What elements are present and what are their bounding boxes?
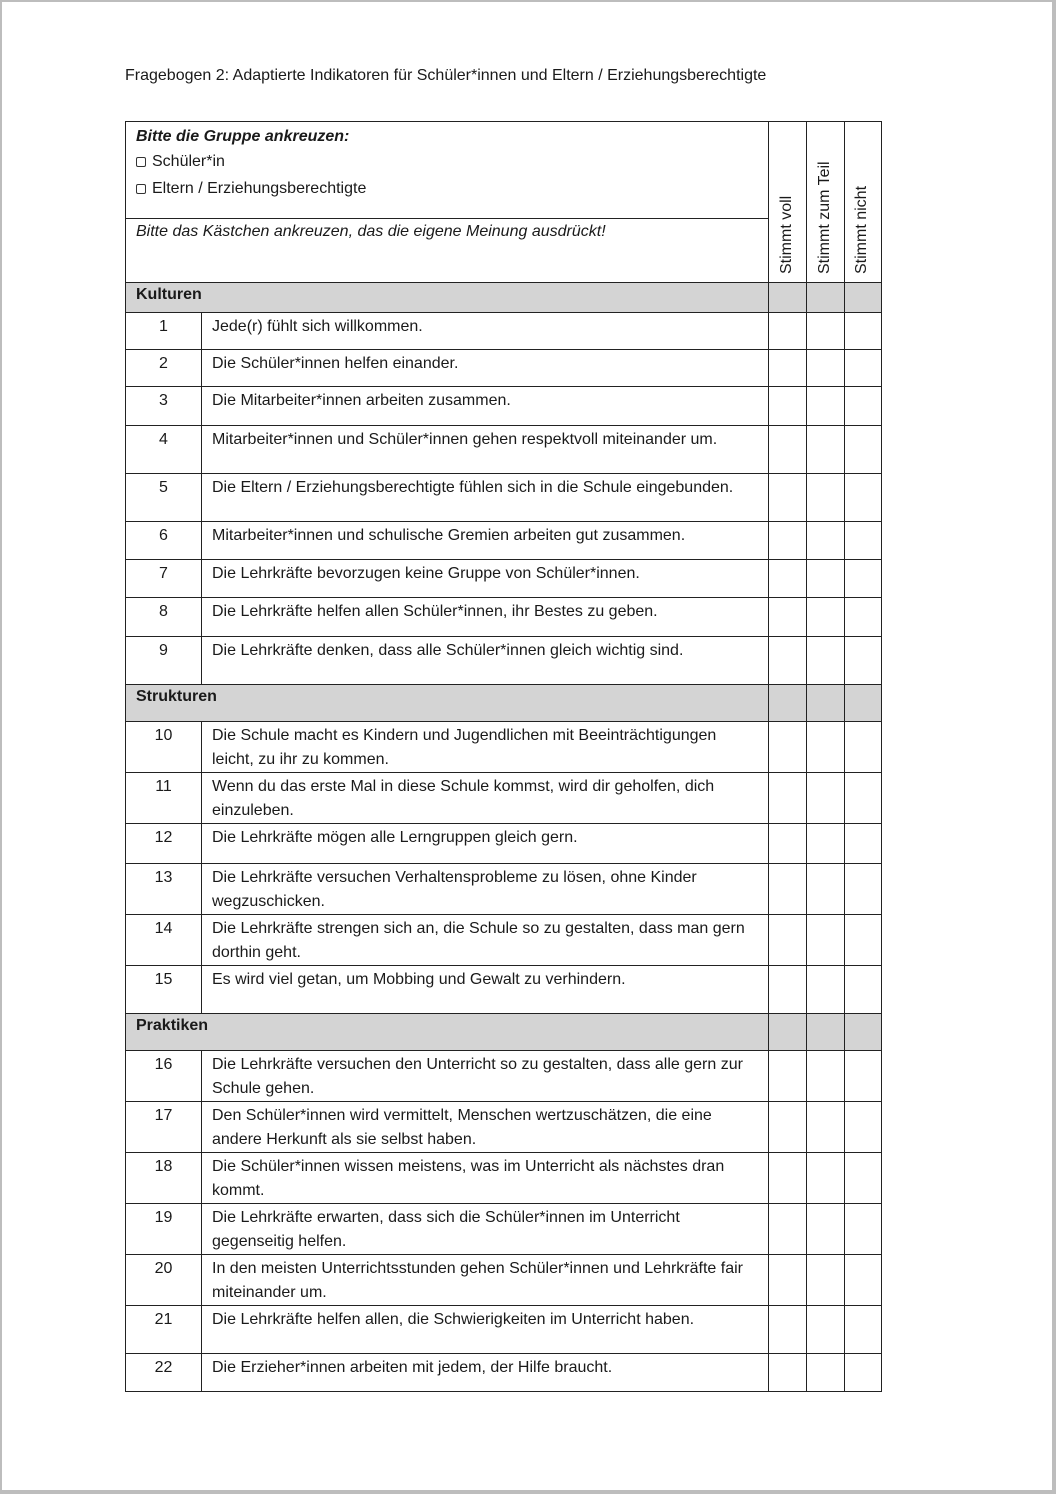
section-blank-cell (769, 685, 807, 722)
item-statement: Die Erzieher*innen arbeiten mit jedem, der Hilfe braucht. (202, 1354, 769, 1392)
table-row (126, 1153, 882, 1204)
answer-stimmt-zum-teil[interactable] (807, 426, 845, 474)
item-statement: Die Schüler*innen wissen meistens, was im Unterricht als nächstes dran kommt. (202, 1153, 769, 1204)
item-statement: Die Lehrkräfte versuchen den Unterricht so zu gestalten, dass alle gern zur Schule gehen. (202, 1051, 769, 1102)
answer-stimmt-nicht[interactable] (845, 824, 882, 864)
answer-stimmt-voll[interactable] (769, 824, 807, 864)
answer-stimmt-nicht[interactable] (845, 722, 882, 773)
item-number: 16 (126, 1051, 202, 1102)
answer-stimmt-voll[interactable] (769, 1051, 807, 1102)
answer-stimmt-nicht[interactable] (845, 915, 882, 966)
answer-stimmt-zum-teil[interactable] (807, 598, 845, 637)
questionnaire-table (125, 121, 882, 1392)
section-blank-cell (807, 283, 845, 313)
answer-stimmt-nicht[interactable] (845, 474, 882, 522)
item-statement: Mitarbeiter*innen und schulische Gremien arbeiten gut zusammen. (202, 522, 769, 560)
item-statement: Die Lehrkräfte helfen allen, die Schwierigkeiten im Unterricht haben. (202, 1306, 769, 1354)
table-row (126, 1051, 882, 1102)
answer-stimmt-zum-teil[interactable] (807, 773, 845, 824)
answer-stimmt-zum-teil[interactable] (807, 1102, 845, 1153)
section-heading: Praktiken (126, 1014, 769, 1051)
answer-stimmt-voll[interactable] (769, 637, 807, 685)
item-number: 18 (126, 1153, 202, 1204)
answer-stimmt-voll[interactable] (769, 864, 807, 915)
item-statement: Die Lehrkräfte erwarten, dass sich die Schüler*innen im Unterricht gegenseitig helfen. (202, 1204, 769, 1255)
table-row (126, 350, 882, 387)
answer-stimmt-voll[interactable] (769, 722, 807, 773)
answer-stimmt-voll[interactable] (769, 1255, 807, 1306)
answer-stimmt-voll[interactable] (769, 1354, 807, 1392)
item-number: 17 (126, 1102, 202, 1153)
answer-stimmt-zum-teil[interactable] (807, 1255, 845, 1306)
column-header-label: Stimmt zum Teil (815, 161, 833, 274)
header-cell (126, 122, 769, 283)
item-statement: Mitarbeiter*innen und Schüler*innen gehen respektvoll miteinander um. (202, 426, 769, 474)
answer-stimmt-zum-teil[interactable] (807, 1204, 845, 1255)
answer-stimmt-zum-teil[interactable] (807, 966, 845, 1014)
section-blank-cell (845, 283, 882, 313)
table-row (126, 387, 882, 426)
answer-stimmt-nicht[interactable] (845, 1102, 882, 1153)
answer-stimmt-nicht[interactable] (845, 350, 882, 387)
item-number: 22 (126, 1354, 202, 1392)
answer-stimmt-nicht[interactable] (845, 864, 882, 915)
section-blank-cell (807, 1014, 845, 1051)
table-row (126, 966, 882, 1014)
document-page (2, 2, 1052, 1490)
item-number: 21 (126, 1306, 202, 1354)
item-statement: Jede(r) fühlt sich willkommen. (202, 313, 769, 350)
section-heading: Strukturen (126, 685, 769, 722)
item-statement: Die Lehrkräfte versuchen Verhaltensprobleme zu lösen, ohne Kinder wegzuschicken. (202, 864, 769, 915)
group-option-label: Eltern / Erziehungsberechtigte (152, 180, 367, 197)
table-row (126, 1255, 882, 1306)
answer-stimmt-zum-teil[interactable] (807, 824, 845, 864)
table-row (126, 864, 882, 915)
item-statement: Die Lehrkräfte denken, dass alle Schüler*innen gleich wichtig sind. (202, 637, 769, 685)
answer-stimmt-voll[interactable] (769, 387, 807, 426)
group-option-student[interactable] (136, 148, 758, 175)
answer-stimmt-zum-teil[interactable] (807, 387, 845, 426)
answer-stimmt-zum-teil[interactable] (807, 722, 845, 773)
item-number: 11 (126, 773, 202, 824)
checkbox-icon[interactable] (136, 184, 146, 194)
table-row (126, 560, 882, 598)
item-statement: Den Schüler*innen wird vermittelt, Menschen wertzuschätzen, die eine andere Herkunft als sie selbst haben. (202, 1102, 769, 1153)
group-option-parents[interactable] (136, 175, 758, 202)
item-statement: Die Lehrkräfte strengen sich an, die Schule so zu gestalten, dass man gern dorthin geht. (202, 915, 769, 966)
column-header-stimmt-nicht (845, 122, 882, 283)
table-row (126, 313, 882, 350)
section-blank-cell (769, 1014, 807, 1051)
answer-stimmt-voll[interactable] (769, 773, 807, 824)
answer-stimmt-zum-teil[interactable] (807, 1051, 845, 1102)
instruction-text: Bitte das Kästchen ankreuzen, das die eigene Meinung ausdrückt! (136, 223, 606, 240)
item-number: 4 (126, 426, 202, 474)
answer-stimmt-voll[interactable] (769, 313, 807, 350)
item-statement: Wenn du das erste Mal in diese Schule kommst, wird dir geholfen, dich einzuleben. (202, 773, 769, 824)
table-row (126, 773, 882, 824)
answer-stimmt-nicht[interactable] (845, 313, 882, 350)
answer-stimmt-nicht[interactable] (845, 387, 882, 426)
answer-stimmt-voll[interactable] (769, 1204, 807, 1255)
item-number: 20 (126, 1255, 202, 1306)
section-blank-cell (769, 283, 807, 313)
item-statement: Die Mitarbeiter*innen arbeiten zusammen. (202, 387, 769, 426)
answer-stimmt-nicht[interactable] (845, 773, 882, 824)
item-statement: Die Schüler*innen helfen einander. (202, 350, 769, 387)
column-header-stimmt-voll (769, 122, 807, 283)
item-statement: Die Lehrkräfte helfen allen Schüler*innen, ihr Bestes zu geben. (202, 598, 769, 637)
table-row (126, 915, 882, 966)
column-header-stimmt-zum-teil (807, 122, 845, 283)
answer-stimmt-voll[interactable] (769, 474, 807, 522)
answer-stimmt-voll[interactable] (769, 1306, 807, 1354)
document-title: Fragebogen 2: Adaptierte Indikatoren für Schüler*innen und Eltern / Erziehungsberechtigte (125, 67, 767, 84)
item-number: 14 (126, 915, 202, 966)
item-number: 10 (126, 722, 202, 773)
item-number: 6 (126, 522, 202, 560)
column-header-label: Stimmt voll (777, 195, 795, 274)
table-row (126, 1102, 882, 1153)
item-number: 12 (126, 824, 202, 864)
column-header-label: Stimmt nicht (853, 185, 871, 274)
group-option-label: Schüler*in (152, 153, 225, 170)
item-number: 9 (126, 637, 202, 685)
section-row (126, 1014, 882, 1051)
table-row (126, 1354, 882, 1392)
answer-stimmt-nicht[interactable] (845, 598, 882, 637)
answer-stimmt-nicht[interactable] (845, 522, 882, 560)
answer-stimmt-zum-teil[interactable] (807, 313, 845, 350)
item-number: 2 (126, 350, 202, 387)
table-row (126, 426, 882, 474)
answer-stimmt-voll[interactable] (769, 915, 807, 966)
answer-stimmt-nicht[interactable] (845, 1204, 882, 1255)
answer-stimmt-nicht[interactable] (845, 637, 882, 685)
table-row (126, 1306, 882, 1354)
item-statement: Die Schule macht es Kindern und Jugendlichen mit Beeinträchtigungen leicht, zu ihr zu kommen. (202, 722, 769, 773)
item-statement: In den meisten Unterrichtsstunden gehen Schüler*innen und Lehrkräfte fair miteinander um. (202, 1255, 769, 1306)
item-statement: Die Lehrkräfte bevorzugen keine Gruppe von Schüler*innen. (202, 560, 769, 598)
table-row (126, 637, 882, 685)
answer-stimmt-zum-teil[interactable] (807, 637, 845, 685)
section-row (126, 283, 882, 313)
item-statement: Die Eltern / Erziehungsberechtigte fühlen sich in die Schule eingebunden. (202, 474, 769, 522)
answer-stimmt-nicht[interactable] (845, 1153, 882, 1204)
table-row (126, 598, 882, 637)
item-number: 1 (126, 313, 202, 350)
item-number: 13 (126, 864, 202, 915)
answer-stimmt-voll[interactable] (769, 1102, 807, 1153)
section-blank-cell (807, 685, 845, 722)
answer-stimmt-voll[interactable] (769, 426, 807, 474)
answer-stimmt-voll[interactable] (769, 350, 807, 387)
group-prompt: Bitte die Gruppe ankreuzen: (136, 128, 350, 145)
answer-stimmt-voll[interactable] (769, 598, 807, 637)
section-blank-cell (845, 685, 882, 722)
item-statement: Die Lehrkräfte mögen alle Lerngruppen gleich gern. (202, 824, 769, 864)
checkbox-icon[interactable] (136, 157, 146, 167)
answer-stimmt-zum-teil[interactable] (807, 1306, 845, 1354)
section-blank-cell (845, 1014, 882, 1051)
answer-stimmt-voll[interactable] (769, 560, 807, 598)
item-number: 7 (126, 560, 202, 598)
answer-stimmt-zum-teil[interactable] (807, 1354, 845, 1392)
table-row (126, 824, 882, 864)
item-number: 19 (126, 1204, 202, 1255)
answer-stimmt-nicht[interactable] (845, 1354, 882, 1392)
item-number: 3 (126, 387, 202, 426)
answer-stimmt-nicht[interactable] (845, 1051, 882, 1102)
header-row (126, 122, 882, 283)
table-row (126, 1204, 882, 1255)
answer-stimmt-voll[interactable] (769, 1153, 807, 1204)
answer-stimmt-nicht[interactable] (845, 560, 882, 598)
answer-stimmt-zum-teil[interactable] (807, 915, 845, 966)
answer-stimmt-nicht[interactable] (845, 966, 882, 1014)
table-row (126, 474, 882, 522)
answer-stimmt-zum-teil[interactable] (807, 522, 845, 560)
answer-stimmt-nicht[interactable] (845, 1306, 882, 1354)
item-number: 8 (126, 598, 202, 637)
table-row (126, 722, 882, 773)
answer-stimmt-zum-teil[interactable] (807, 350, 845, 387)
table-row (126, 522, 882, 560)
answer-stimmt-zum-teil[interactable] (807, 474, 845, 522)
answer-stimmt-zum-teil[interactable] (807, 560, 845, 598)
answer-stimmt-nicht[interactable] (845, 426, 882, 474)
item-statement: Es wird viel getan, um Mobbing und Gewalt zu verhindern. (202, 966, 769, 1014)
section-row (126, 685, 882, 722)
answer-stimmt-nicht[interactable] (845, 1255, 882, 1306)
answer-stimmt-voll[interactable] (769, 966, 807, 1014)
item-number: 15 (126, 966, 202, 1014)
answer-stimmt-zum-teil[interactable] (807, 864, 845, 915)
answer-stimmt-voll[interactable] (769, 522, 807, 560)
item-number: 5 (126, 474, 202, 522)
section-heading: Kulturen (126, 283, 769, 313)
answer-stimmt-zum-teil[interactable] (807, 1153, 845, 1204)
